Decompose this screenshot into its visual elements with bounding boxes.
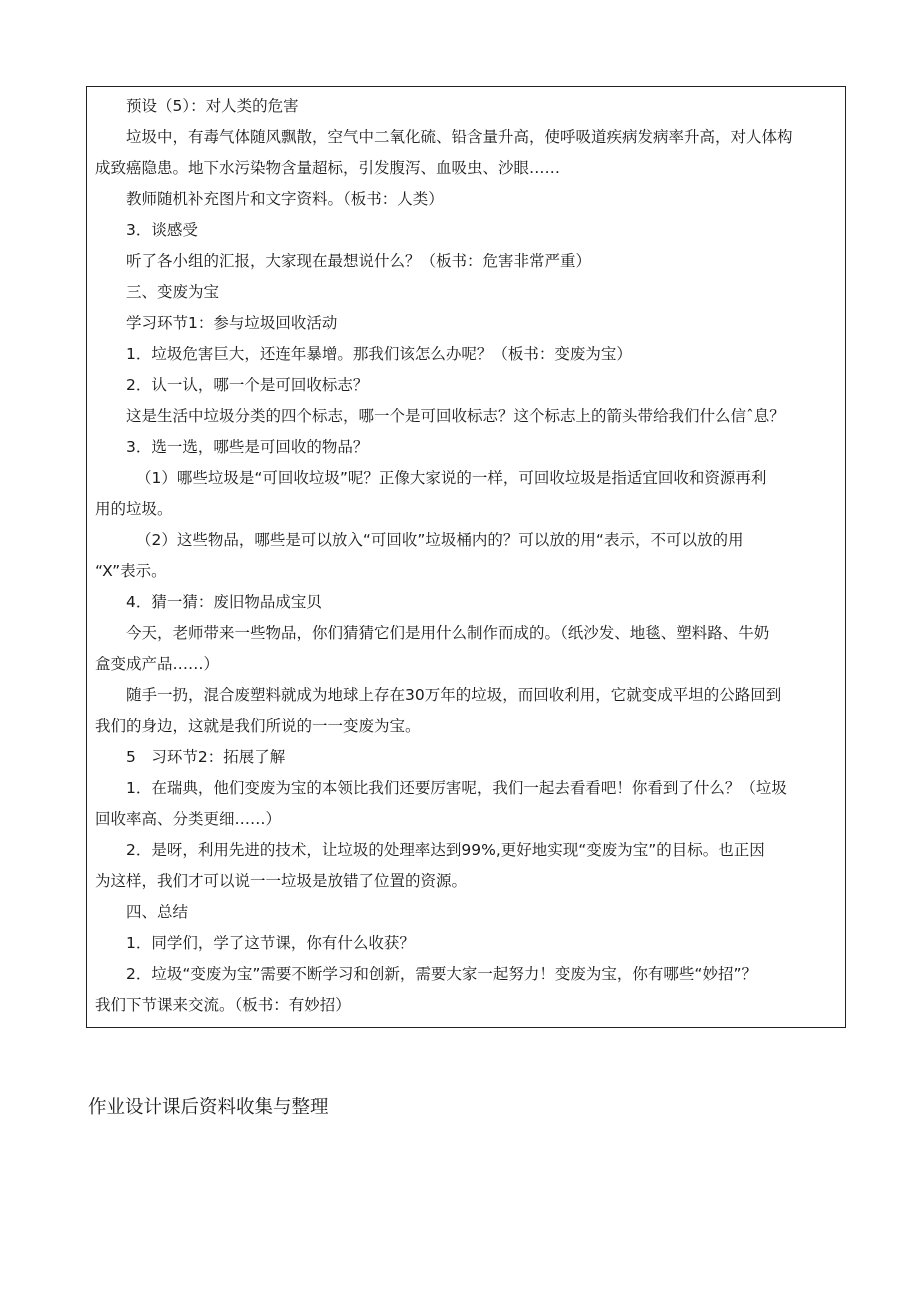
text-line: 这是生活中垃圾分类的四个标志，哪一个是可回收标志？这个标志上的箭头带给我们什么信ˆ息？ [126,407,785,425]
text-line: 今天，老师带来一些物品，你们猜猜它们是用什么制作而成的。（纸沙发、地毯、塑料路、牛奶 [126,624,770,642]
text-line: 随手一扔，混合废塑料就成为地球上存在30万年的垃圾，而回收利用，它就变成平坦的公路回到 [126,686,782,704]
text-line: 回收率高、分类更细……） [95,810,282,828]
text-line: 1．垃圾危害巨大，还连年暴增。那我们该怎么办呢？（板书：变废为宝） [126,345,632,363]
text-line: 为这样，我们才可以说一一垃圾是放错了位置的资源。 [95,872,468,890]
text-line: 1．同学们，学了这节课，你有什么收获？ [126,934,415,952]
text-line: 1．在瑞典，他们变废为宝的本领比我们还要厉害呢，我们一起去看看吧！你看到了什么？（垃圾 [126,779,787,797]
text-line: （1）哪些垃圾是“可回收垃圾”呢？正像大家说的一样，可回收垃圾是指适宜回收和资源再利 [136,469,767,487]
text-line: 我们下节课来交流。（板书：有妙招） [95,996,351,1014]
lesson-plan-box [86,86,846,1028]
text-line: 用的垃圾。 [95,500,173,518]
section-heading: 三、变废为宝 [126,283,220,301]
text-line: 4．猜一猜：废旧物品成宝贝 [126,593,322,611]
text-line: 教师随机补充图片和文字资料。（板书：人类） [126,190,444,208]
text-line: 我们的身边，这就是我们所说的一一变废为宝。 [95,717,421,735]
text-line: 垃圾中，有毒气体随风飘散，空气中二氧化硫、铅含量升高，使呼吸道疾病发病率升高，对人体构 [126,128,793,146]
text-line: 2．认一认，哪一个是可回收标志？ [126,376,369,394]
text-line: 预设（5）：对人类的危害 [126,97,299,115]
text-line: “X”表示。 [95,562,167,580]
text-line: 5 习环节2：拓展了解 [126,748,286,766]
text-line: 2．是呀，利用先进的技术，让垃圾的处理率达到99%,更好地实现“变废为宝”的目标。也正因 [126,841,765,859]
text-line: （2）这些物品，哪些是可以放入“可回收”垃圾桶内的？可以放的用“表示，不可以放的用 [136,531,744,549]
homework-design-title: 作业设计课后资料收集与整理 [88,1097,329,1118]
text-line: 听了各小组的汇报，大家现在最想说什么？（板书：危害非常严重） [126,252,592,270]
section-heading: 四、总结 [126,903,189,921]
text-line: 学习环节1：参与垃圾回收活动 [126,314,338,332]
text-line: 2．垃圾“变废为宝”需要不断学习和创新，需要大家一起努力！变废为宝，你有哪些“妙招”？ [126,965,757,983]
text-line: 成致癌隐患。地下水污染物含量超标，引发腹泻、血吸虫、沙眼…… [95,159,561,177]
text-line: 盒变成产品……） [95,655,220,673]
text-line: 3．选一选，哪些是可回收的物品？ [126,438,369,456]
text-line: 3．谈感受 [126,221,198,239]
